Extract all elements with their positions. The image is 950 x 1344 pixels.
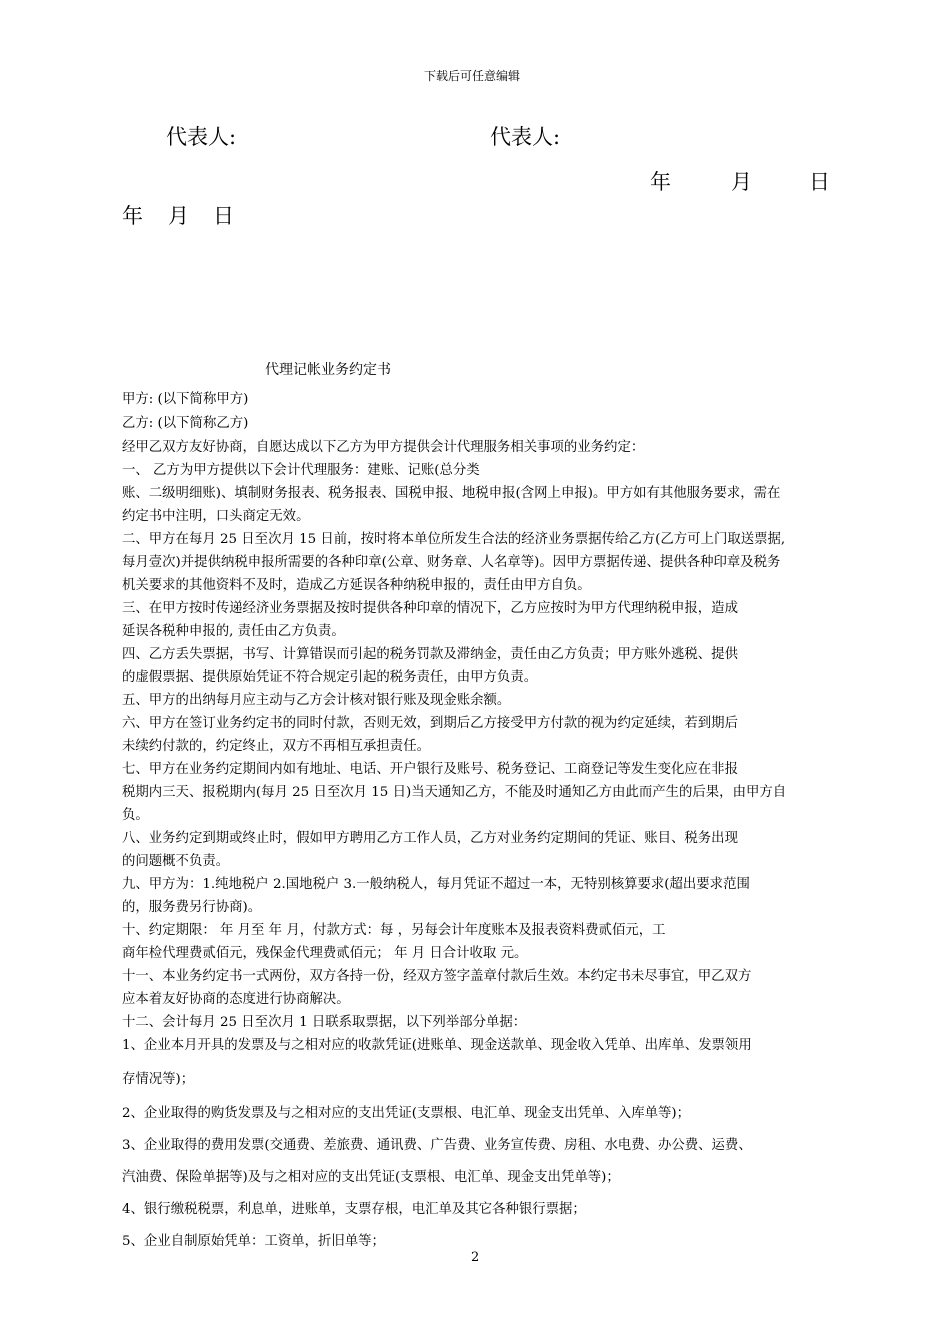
document-title: 代理记帐业务约定书 xyxy=(265,362,391,378)
clause-12-line: 十二、会计每月 25 日至次月 1 日联系取票据，以下列举部分单据： xyxy=(122,1015,527,1030)
clause-1-line: 一、 乙方为甲方提供以下会计代理服务：建账、记账(总分类 xyxy=(122,463,480,478)
list-item-3-line: 3、企业取得的费用发票(交通费、差旅费、通讯费、广告费、业务宣传费、房租、水电费、办公费、运费、 xyxy=(122,1138,752,1153)
clause-9-line: 的，服务费另行协商)。 xyxy=(122,900,262,915)
date-month-right: 月 xyxy=(731,170,752,194)
preamble-line: 经甲乙双方友好协商，自愿达成以下乙方为甲方提供会计代理服务相关事项的业务约定： xyxy=(122,440,645,455)
clause-2-line: 每月壹次)并提供纳税申报所需要的各种印章(公章、财务章、人名章等)。因甲方票据传递、提供各种印章及税务 xyxy=(122,555,781,570)
party-b-line: 乙方: (以下简称乙方) xyxy=(122,416,249,431)
clause-5-line: 五、甲方的出纳每月应主动与乙方会计核对银行账及现金账余额。 xyxy=(122,693,511,708)
clause-11-line: 应本着友好协商的态度进行协商解决。 xyxy=(122,992,350,1007)
clause-3-line: 延误各税种申报的, 责任由乙方负责。 xyxy=(122,624,345,639)
clause-7-line: 税期内三天、报税期内(每月 25 日至次月 15 日)当天通知乙方，不能及时通知乙方由此而产生的后果，由甲方自 xyxy=(122,785,787,800)
list-item-1-line: 存情况等)； xyxy=(122,1072,195,1087)
clause-4-line: 四、乙方丢失票据，书写、计算错误而引起的税务罚款及滞纳金，责任由乙方负责；甲方账外逃税、提供 xyxy=(122,647,738,662)
date-day-right: 日 xyxy=(809,170,830,194)
clause-11-line: 十一、本业务约定书一式两份，双方各持一份，经双方签字盖章付款后生效。本约定书未尽事宜，甲乙双方 xyxy=(122,969,752,984)
clause-7-line: 七、甲方在业务约定期间内如有地址、电话、开户银行及账号、税务登记、工商登记等发生变化应在非报 xyxy=(122,762,738,777)
date-day-left: 日 xyxy=(213,204,234,228)
list-item-4-line: 4、银行缴税税票，利息单，进账单，支票存根，电汇单及其它各种银行票据； xyxy=(122,1202,586,1217)
party-a-line: 甲方: (以下简称甲方) xyxy=(122,392,249,407)
date-month-left: 月 xyxy=(168,204,189,228)
clause-10-line: 商年检代理费贰佰元，残保金代理费贰佰元； 年 月 日合计收取 元。 xyxy=(122,946,528,961)
clause-8-line: 的问题概不负责。 xyxy=(122,854,230,869)
date-year-right: 年 xyxy=(650,170,671,194)
clause-7-line: 负。 xyxy=(122,808,149,823)
representative-label-right: 代表人: xyxy=(490,125,561,149)
list-item-5-line: 5、企业自制原始凭单：工资单，折旧单等； xyxy=(122,1234,385,1249)
clause-4-line: 的虚假票据、提供原始凭证不符合规定引起的税务责任，由甲方负责。 xyxy=(122,670,538,685)
clause-10-line: 十、约定期限： 年 月至 年 月，付款方式：每 ，另每会计年度账本及报表资料费贰佰元，工 xyxy=(122,923,666,938)
page-header: 下载后可任意编辑 xyxy=(424,69,521,83)
clause-3-line: 三、在甲方按时传递经济业务票据及按时提供各种印章的情况下，乙方应按时为甲方代理纳税申报，造成 xyxy=(122,601,738,616)
clause-2-line: 机关要求的其他资料不及时，造成乙方延误各种纳税申报的，责任由甲方自负。 xyxy=(122,578,591,593)
clause-9-line: 九、甲方为：1.纯地税户 2.国地税户 3.一般纳税人，每月凭证不超过一本，无特别核算要求(超出要求范围 xyxy=(122,877,750,892)
contract-body xyxy=(122,0,842,1344)
page-number: 2 xyxy=(471,1250,480,1265)
clause-2-line: 二、甲方在每月 25 日至次月 15 日前，按时将本单位所发生合法的经济业务票据传给乙方(乙方可上门取送票据, xyxy=(122,532,786,547)
date-year-left: 年 xyxy=(122,204,143,228)
clause-8-line: 八、业务约定到期或终止时，假如甲方聘用乙方工作人员，乙方对业务约定期间的凭证、账目、税务出现 xyxy=(122,831,738,846)
list-item-1-line: 1、企业本月开具的发票及与之相对应的收款凭证(进账单、现金送款单、现金收入凭单、出库单、发票领用 xyxy=(122,1038,752,1053)
clause-1-line: 账、二级明细账)、填制财务报表、税务报表、国税申报、地税申报(含网上申报)。甲方如有其他服务要求，需在 xyxy=(122,486,781,501)
list-item-3-line: 汽油费、保险单据等)及与之相对应的支出凭证(支票根、电汇单、现金支出凭单等)； xyxy=(122,1170,620,1185)
representative-label-left: 代表人: xyxy=(166,125,237,149)
clause-6-line: 六、甲方在签订业务约定书的同时付款，否则无效，到期后乙方接受甲方付款的视为约定延续，若到期后 xyxy=(122,716,738,731)
clause-6-line: 未续约付款的，约定终止，双方不再相互承担责任。 xyxy=(122,739,430,754)
list-item-2-line: 2、企业取得的购货发票及与之相对应的支出凭证(支票根、电汇单、现金支出凭单、入库单等)； xyxy=(122,1106,690,1121)
clause-1-line: 约定书中注明，口头商定无效。 xyxy=(122,509,310,524)
